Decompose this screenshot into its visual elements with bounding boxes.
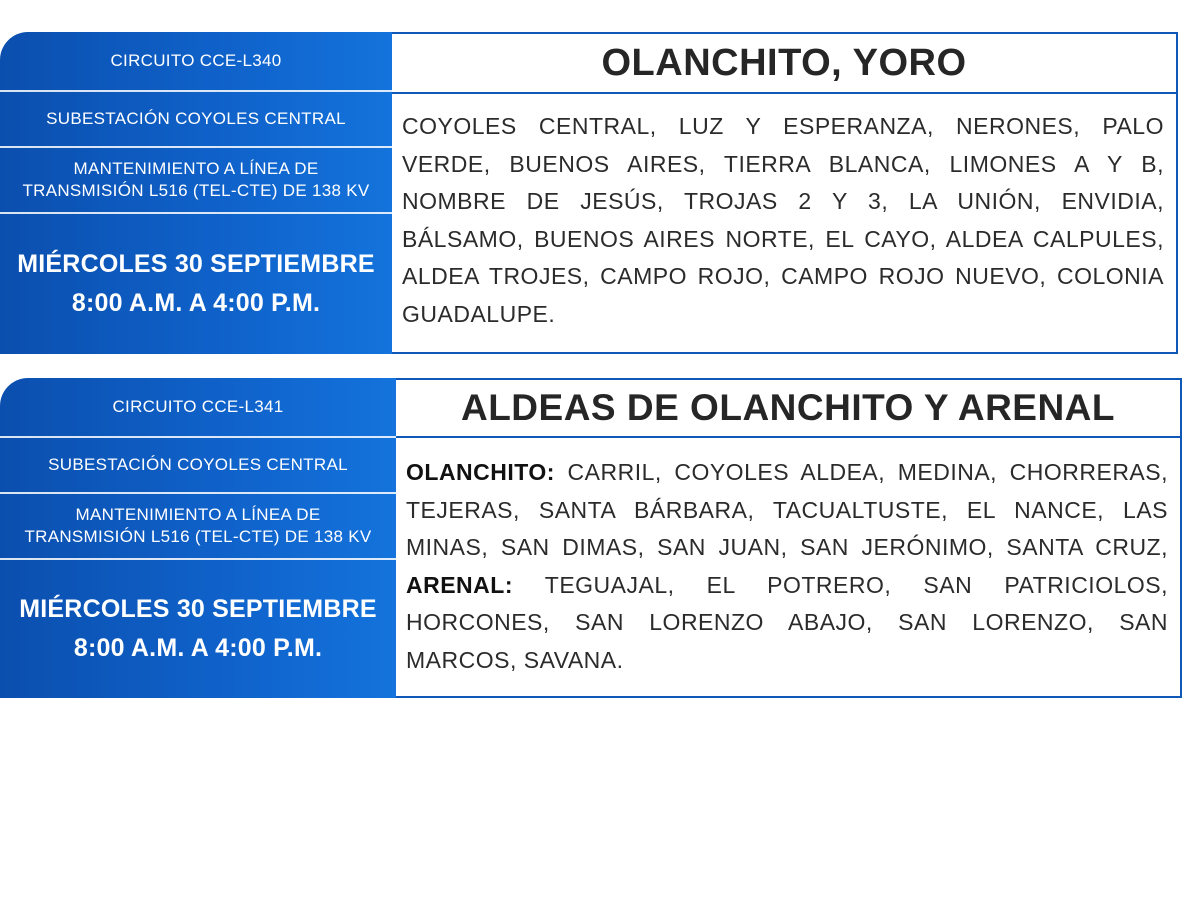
area-group-label-arenal: ARENAL: — [406, 571, 513, 598]
maintenance-line-2: TRANSMISIÓN L516 (TEL-CTE) DE 138 KV — [24, 527, 372, 546]
schedule-date: MIÉRCOLES 30 SEPTIEMBRE — [17, 250, 375, 279]
notice-info-panel — [0, 378, 396, 698]
schedule — [0, 214, 392, 354]
schedule-date: MIÉRCOLES 30 SEPTIEMBRE — [19, 595, 377, 624]
notice-title: OLANCHITO, YORO — [392, 34, 1176, 94]
maintenance-line-1: MANTENIMIENTO A LÍNEA DE — [75, 504, 321, 524]
outage-notice-1 — [0, 32, 1178, 354]
notice-content — [396, 378, 1182, 698]
schedule — [0, 560, 396, 698]
area-group-list-olanchito: CARRIL, COYOLES ALDEA, MEDINA, CHORRERAS, TEJERAS, SANTA BÁRBARA, TACUALTUSTE, EL NANCE, LAS MINAS, SAN DIMAS, SAN JUAN, SAN JERÓNIMO, SANTA CRUZ, — [406, 459, 1169, 560]
maintenance-line-1: MANTENIMIENTO A LÍNEA DE — [73, 158, 319, 178]
schedule-time: 8:00 A.M. A 4:00 P.M. — [71, 289, 321, 317]
outage-notice-2 — [0, 378, 1182, 698]
affected-areas: COYOLES CENTRAL, LUZ Y ESPERANZA, NERONES, PALO VERDE, BUENOS AIRES, TIERRA BLANCA, LIMONES A Y B, NOMBRE DE JESÚS, TROJAS 2 Y 3, LA UNIÓN, ENVIDIA, BÁLSAMO, BUENOS AIRES NORTE, EL CAYO, ALDEA CALPULES, ALDEA TROJES, CAMPO ROJO, CAMPO ROJO NUEVO, COLONIA GUADALUPE. — [402, 113, 1164, 327]
maintenance-description — [0, 148, 392, 214]
area-group-label-olanchito: OLANCHITO: — [406, 459, 555, 485]
affected-areas — [396, 438, 1180, 696]
area-group-list-arenal: TEGUAJAL, EL POTRERO, SAN PATRICIOLOS, HORCONES, SAN LORENZO ABAJO, SAN LORENZO, SAN MARCOS, SAVANA. — [406, 571, 1169, 673]
notice-content — [392, 32, 1178, 354]
substation-label: SUBESTACIÓN COYOLES CENTRAL — [0, 92, 392, 148]
notice-title: ALDEAS DE OLANCHITO Y ARENAL — [396, 380, 1180, 438]
schedule-time: 8:00 A.M. A 4:00 P.M. — [73, 634, 323, 662]
circuit-label: CIRCUITO CCE-L341 — [0, 378, 396, 438]
circuit-label: CIRCUITO CCE-L340 — [0, 32, 392, 92]
substation-label: SUBESTACIÓN COYOLES CENTRAL — [0, 438, 396, 494]
notice-info-panel — [0, 32, 392, 354]
maintenance-description — [0, 494, 396, 560]
maintenance-line-2: TRANSMISIÓN L516 (TEL-CTE) DE 138 KV — [22, 181, 370, 200]
